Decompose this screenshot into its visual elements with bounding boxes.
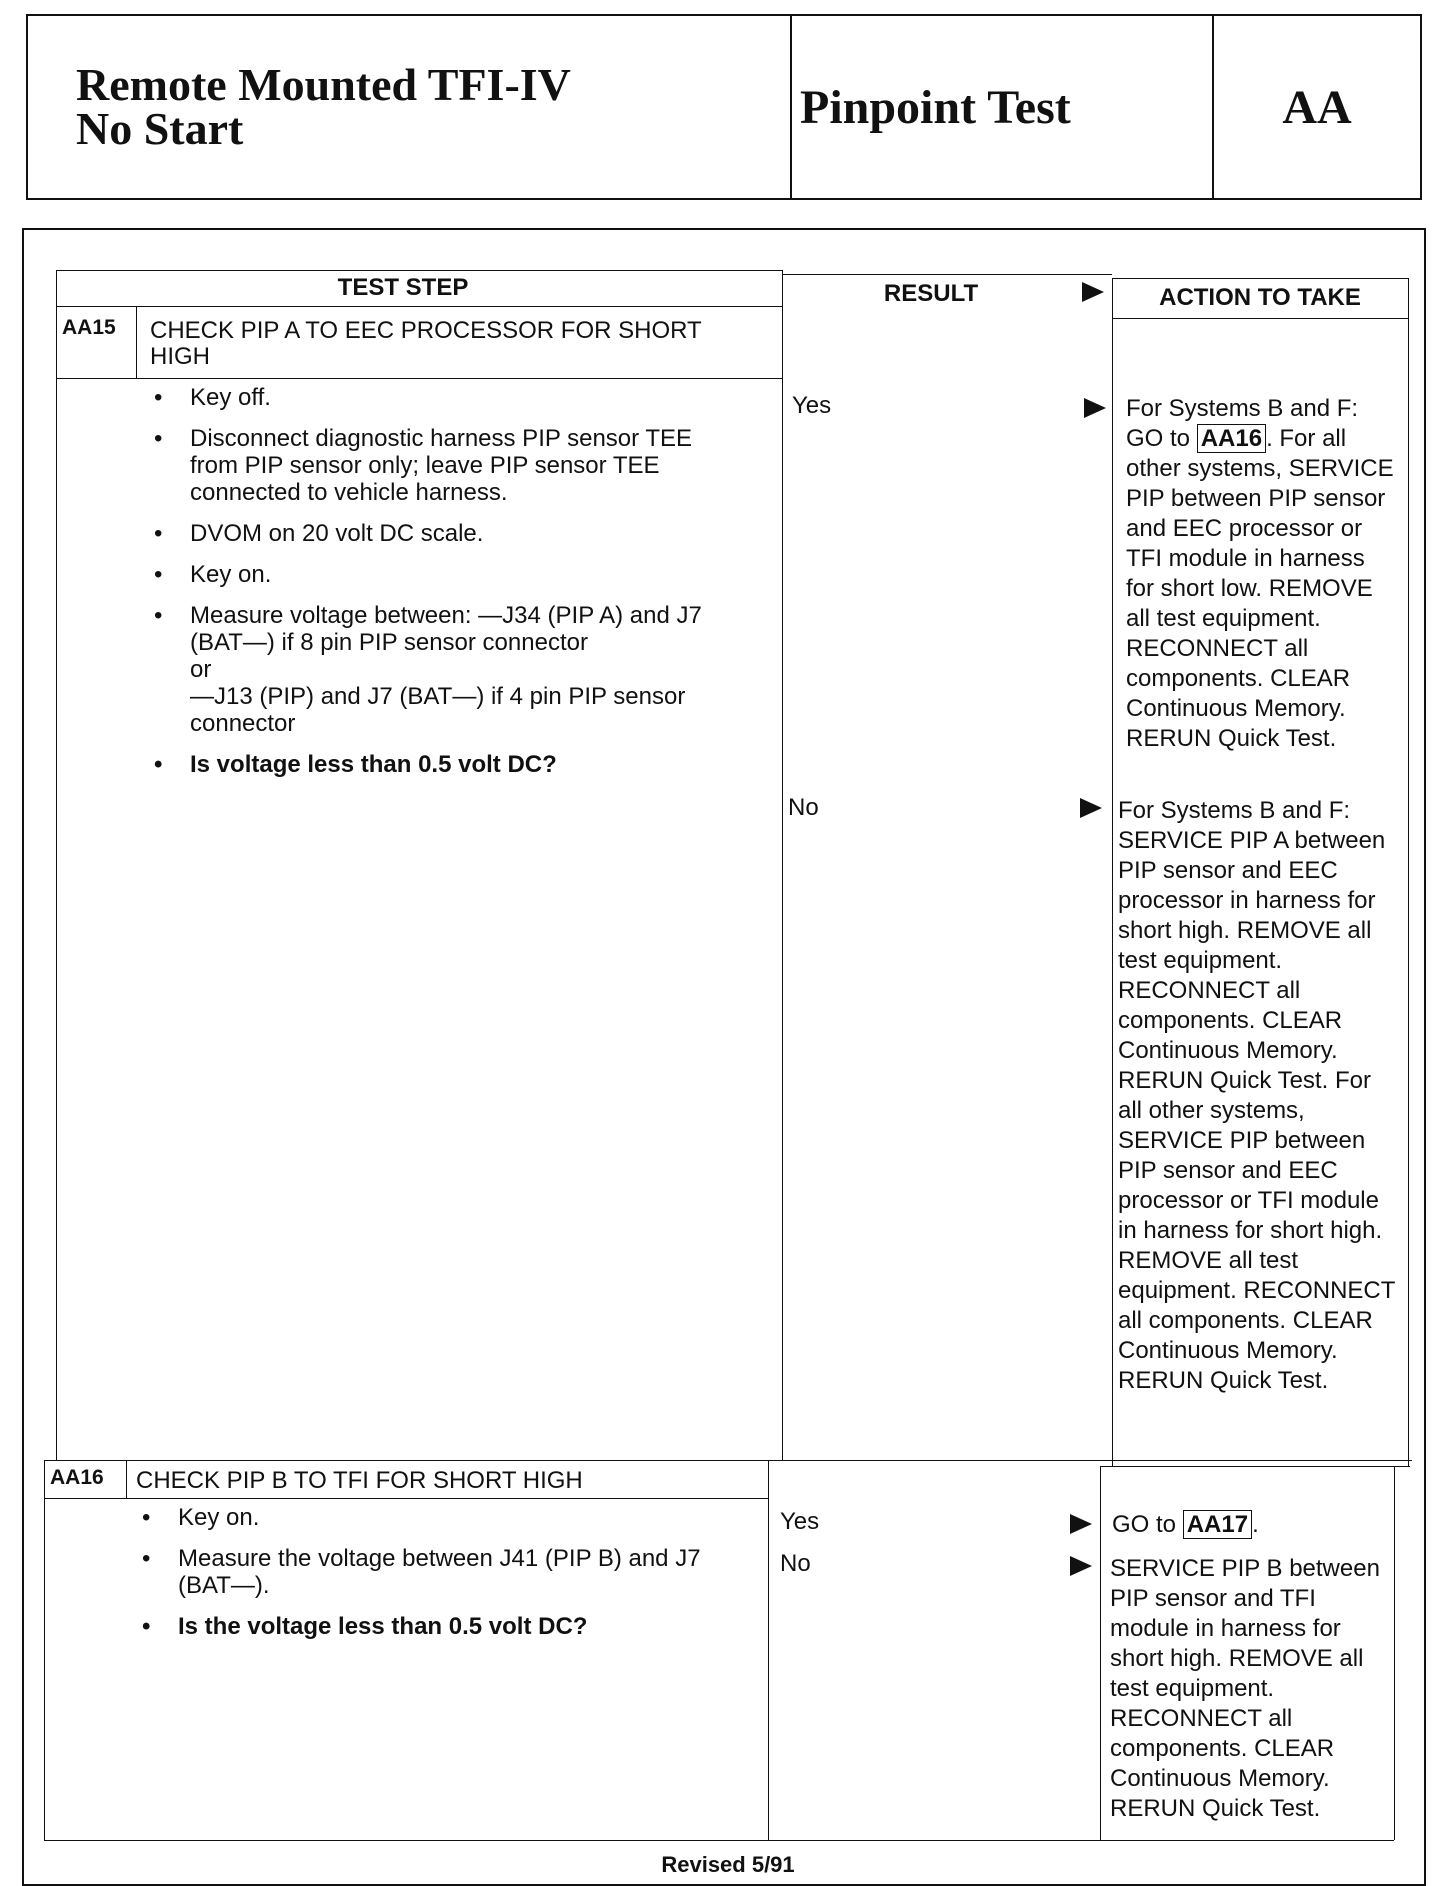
arrow-right-icon bbox=[1084, 398, 1106, 418]
rule bbox=[1394, 1466, 1395, 1840]
action-text-part: For Systems B and F: GO to bbox=[1126, 395, 1359, 452]
test-code: AA bbox=[1282, 80, 1352, 134]
step-id: AA16 bbox=[50, 1466, 104, 1489]
step-instructions bbox=[134, 1504, 734, 1654]
page-header bbox=[26, 14, 1422, 200]
question-item: • Is the voltage less than 0.5 volt DC? bbox=[134, 1613, 734, 1640]
rule bbox=[126, 1460, 127, 1498]
action-text bbox=[1126, 394, 1398, 754]
rule bbox=[44, 1498, 768, 1499]
title-line-2: No Start bbox=[76, 103, 244, 154]
rule bbox=[768, 1460, 769, 1840]
rule bbox=[1100, 1466, 1410, 1467]
step-instructions bbox=[146, 384, 746, 792]
rule bbox=[1112, 278, 1113, 1466]
action-text-part: . bbox=[1252, 1511, 1259, 1538]
result-no: No bbox=[788, 794, 819, 821]
rule bbox=[44, 1460, 1412, 1461]
arrow-right-icon bbox=[1070, 1514, 1092, 1534]
rule bbox=[782, 270, 783, 1460]
measure-alternate: —J13 (PIP) and J7 (BAT—) if 4 pin PIP sensor connector bbox=[190, 683, 686, 737]
question-item: • Is voltage less than 0.5 volt DC? bbox=[146, 751, 746, 778]
step-title bbox=[150, 318, 702, 370]
instruction-item: • Measure the voltage between J41 (PIP B) and J7 (BAT—). bbox=[134, 1545, 738, 1599]
rule bbox=[1408, 278, 1409, 1466]
rule bbox=[56, 270, 782, 271]
step-title-line: CHECK PIP A TO EEC PROCESSOR FOR SHORT bbox=[150, 317, 702, 344]
rule bbox=[1112, 278, 1408, 279]
column-header-test-step: TEST STEP bbox=[337, 274, 469, 301]
rule bbox=[56, 378, 782, 379]
rule bbox=[44, 1840, 1394, 1841]
action-text-part: . For all other systems, SERVICE PIP between PIP sensor and EEC processor or TFI module in harness for short low. REMOVE all test equipment. RECONNECT all components. CLEAR Continuous Memory. RERUN Quick Test. bbox=[1126, 425, 1394, 752]
instruction-item bbox=[146, 602, 750, 737]
result-yes: Yes bbox=[780, 1508, 820, 1535]
rule bbox=[56, 270, 57, 1460]
instruction-item: • Disconnect diagnostic harness PIP sensor TEE from PIP sensor only; leave PIP sensor TEE connected to vehicle harness. bbox=[146, 425, 710, 506]
action-text bbox=[1112, 1510, 1388, 1540]
title-line-1: Remote Mounted TFI-IV bbox=[76, 59, 571, 110]
rule bbox=[136, 306, 137, 378]
rule bbox=[44, 1460, 45, 1840]
rule bbox=[1100, 1466, 1101, 1840]
rule bbox=[56, 306, 782, 307]
column-header-result: RESULT bbox=[883, 280, 979, 307]
procedure-title bbox=[28, 16, 792, 198]
rule bbox=[1112, 318, 1408, 319]
instruction-item: • DVOM on 20 volt DC scale. bbox=[146, 520, 746, 547]
step-title: CHECK PIP B TO TFI FOR SHORT HIGH bbox=[136, 1467, 583, 1494]
step-reference: AA17 bbox=[1183, 1510, 1252, 1539]
instruction-item: • Key on. bbox=[146, 561, 746, 588]
instruction-item: • Key off. bbox=[146, 384, 746, 411]
action-text: For Systems B and F: SERVICE PIP A between PIP sensor and EEC processor in harness for short high. REMOVE all test equipment. RECONNECT all components. CLEAR Continuous Memory. RERUN Quick Test. For all other systems, SERVICE PIP between PIP sensor and EEC processor or TFI module in harness for short high. REMOVE all test equipment. RECONNECT all components. CLEAR Continuous Memory. RERUN Quick Test. bbox=[1118, 797, 1395, 1394]
measure-primary: Measure voltage between: —J34 (PIP A) and J7 (BAT—) if 8 pin PIP sensor connector bbox=[190, 602, 702, 656]
step-id: AA15 bbox=[62, 316, 116, 339]
action-text-part: GO to bbox=[1112, 1511, 1177, 1538]
revision-footer: Revised 5/91 bbox=[661, 1852, 795, 1877]
result-no: No bbox=[780, 1550, 811, 1577]
action-text: SERVICE PIP B between PIP sensor and TFI module in harness for short high. REMOVE all test equipment. RECONNECT all components. CLEAR Continuous Memory. RERUN Quick Test. bbox=[1110, 1555, 1380, 1822]
instruction-item: • Key on. bbox=[134, 1504, 734, 1531]
measure-or: or bbox=[190, 656, 212, 683]
result-yes: Yes bbox=[792, 392, 832, 419]
rule bbox=[782, 274, 1112, 275]
step-title-line: HIGH bbox=[150, 343, 210, 370]
arrow-right-icon bbox=[1080, 798, 1102, 818]
arrow-right-icon bbox=[1070, 1556, 1092, 1576]
column-header-action: ACTION TO TAKE bbox=[1159, 284, 1361, 311]
test-label: Pinpoint Test bbox=[792, 16, 1214, 198]
step-reference: AA16 bbox=[1197, 424, 1266, 453]
arrow-right-icon bbox=[1082, 282, 1104, 302]
